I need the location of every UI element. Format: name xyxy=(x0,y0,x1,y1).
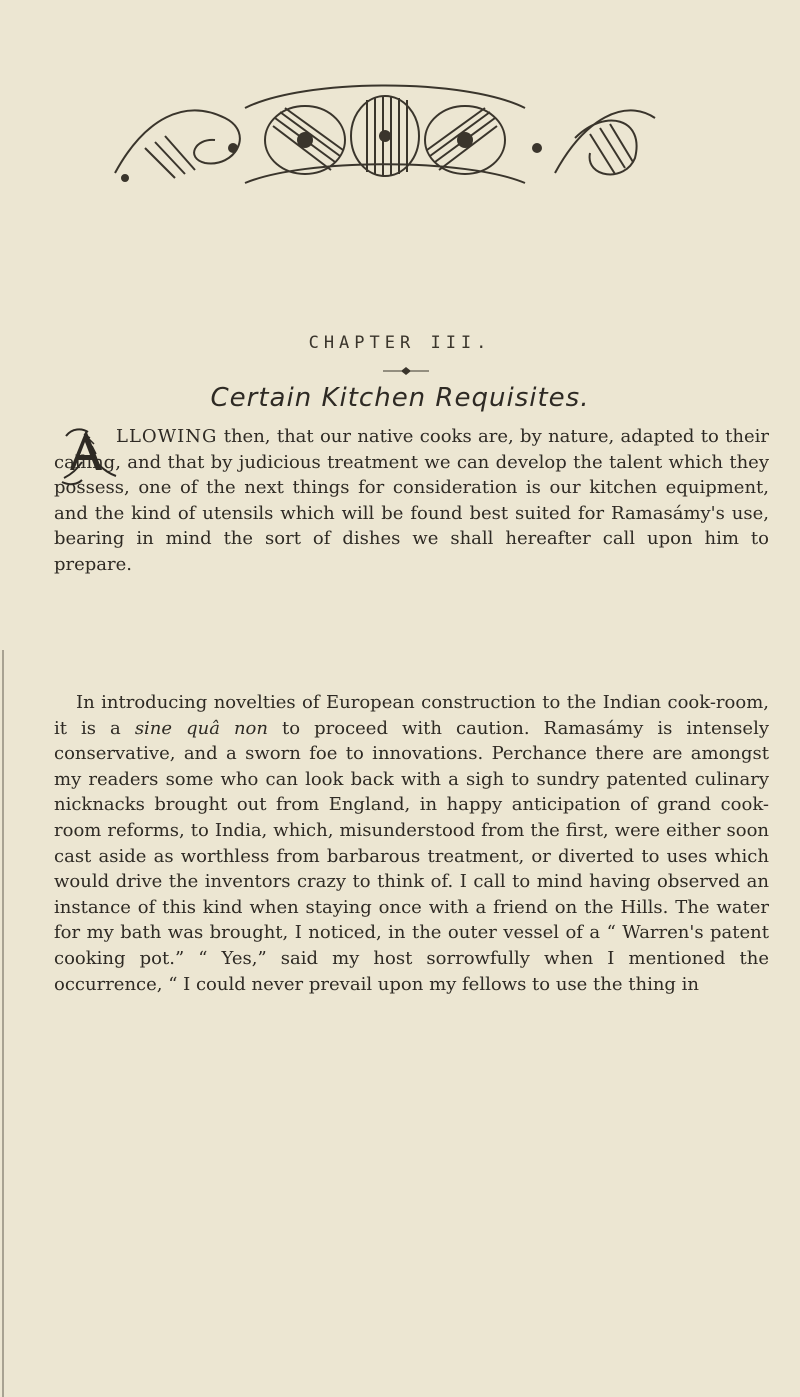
paragraph-2-latin-phrase: sine quâ non xyxy=(134,717,268,739)
heading-divider-rule xyxy=(383,366,429,376)
paragraph-2 xyxy=(54,690,769,997)
paragraph-2-text-end: to proceed with caution. Ramasámy is intensely conservative, and a sworn foe to innovations. Perchance there are amongst my readers some who can look back with a sigh to sundry patented culinary nicknacks brought out from England, in happy anticipation of grand cook-room reforms, to India, which, misunderstood from the first, were either soon cast aside as worthless from barbarous treatment, or diverted to uses which would drive the inventors crazy to think of. I call to mind having observed an instance of this kind when staying once with a friend on the Hills. The water for my bath was brought, I noticed, in the outer vessel of a “ Warren's patent cooking pot.” “ Yes,” said my host sorrowfully when I mentioned the occurrence, “ I could never prevail upon my fellows to use the thing in xyxy=(54,717,769,995)
paragraph-1 xyxy=(54,424,769,578)
decorative-headpiece-ornament xyxy=(105,78,665,196)
paragraph-2-text-start: In introducing novelties of European construction to the Indian cook-room, it is a xyxy=(54,692,769,739)
paragraph-1-opening-word: LLOWING xyxy=(116,426,218,447)
page-edge-shadow xyxy=(0,650,8,1397)
chapter-heading: CHAPTER III. xyxy=(308,333,492,353)
paragraph-1-text: then, that our native cooks are, by nature, adapted to their calling, and that by judicious treatment we can develop the talent which they possess, one of the next things for consideration is our kitchen equipment, and the kind of utensils which will be found best suited for Ramasámy's use, bearing in mind the sort of dishes we shall hereafter call upon him to prepare. xyxy=(54,426,769,575)
section-title: Certain Kitchen Requisites. xyxy=(210,383,590,413)
